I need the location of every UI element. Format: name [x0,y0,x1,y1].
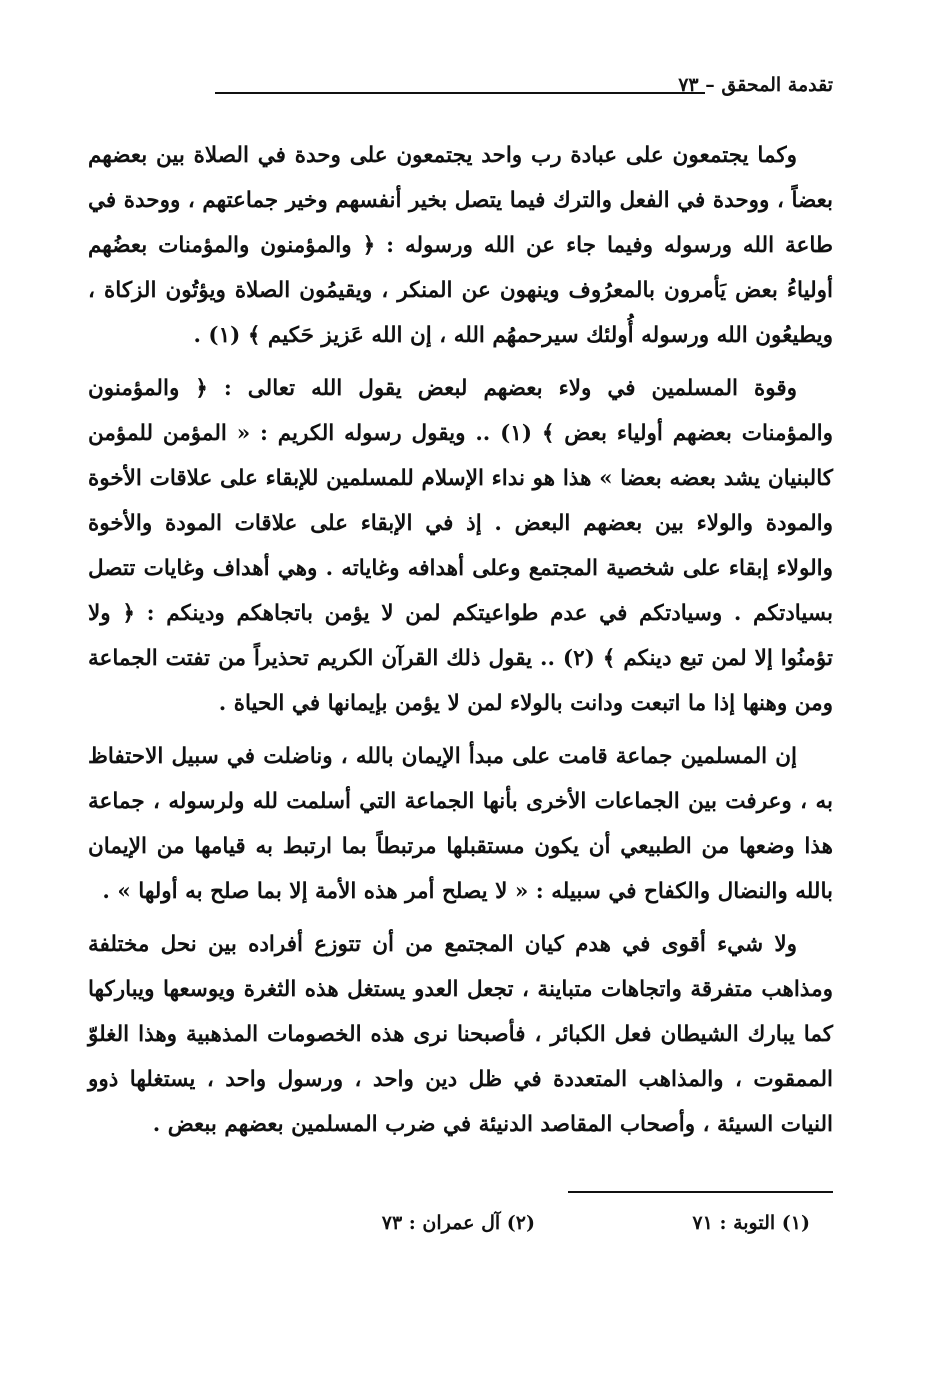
header-rule [215,92,705,94]
paragraph: إن المسلمين جماعة قامت على مبدأ الإيمان بالله ، وناضلت في سبيل الاحتفاظ به ، وعرفت بين الجماعات الأخرى بأنها الجماعة التي أسلمت لله ولرسوله ، جماعة هذا وضعها من الطبيعي أن يكون مستقبلها مرتبطاً بما ارتبط به قيامها من الإيمان بالله والنضال والكفاح في سبيله : « لا يصلح أمر هذه الأمة إلا بما صلح به أولها » . [88,744,833,904]
footnote-2: (٢) آل عمران : ٧٣ [381,1212,535,1234]
main-text [88,133,833,1155]
page-header [88,70,833,110]
footnotes [88,1212,810,1242]
footnote-1: (١) التوبة : ٧١ [692,1212,810,1234]
paragraph: وكما يجتمعون على عبادة رب واحد يجتمعون على وحدة في الصلاة بين بعضهم بعضاً ، ووحدة في الفعل والترك فيما يتصل بخير أنفسهم وخير جماعتهم ، ووحدة في طاعة الله ورسوله وفيما جاء عن الله ورسوله : ﴿ والمؤمنون والمؤمنات بعضُهم أولياءُ بعض يَأمرون بالمعرُوف وينهون عن المنكر ، ويقيمُون الصلاة ويؤتُون الزكاة ، ويطيعُون الله ورسوله أُولئك سيرحمهُم الله ، إن الله عَزيز حَكيم ﴾ (١) . [88,143,833,348]
paragraph: ولا شيء أقوى في هدم كيان المجتمع من أن تتوزع أفراده بين نحل مختلفة ومذاهب متفرقة واتجاهات متباينة ، تجعل العدو يستغل هذه الثغرة ويوسعها ويباركها كما يبارك الشيطان فعل الكبائر ، فأصبحنا نرى هذه الخصومات المذهبية وهذا الغلوّ الممقوت ، والمذاهب المتعددة في ظل دين واحد ، ورسول واحد ، يستغلها ذوو النيات السيئة ، وأصحاب المقاصد الدنيئة في ضرب المسلمين بعضهم ببعض . [88,932,833,1137]
running-title: تقدمة المحقق – ٧٣ [678,74,833,96]
paragraph: وقوة المسلمين في ولاء بعضهم لبعض يقول الله تعالى : ﴿ والمؤمنون والمؤمنات بعضهم أولياء بعض ﴾ (١) .. ويقول رسوله الكريم : « المؤمن للمؤمن كالبنيان يشد بعضه بعضا » هذا هو نداء الإسلام للمسلمين للإبقاء على علاقات الأخوة والمودة والولاء بين بعضهم البعض . إذ في الإبقاء على علاقات المودة والأخوة والولاء إبقاء على شخصية المجتمع وعلى أهدافه وغاياته . وهي أهداف وغايات تتصل بسيادتكم . وسيادتكم في عدم طواعيتكم لمن لا يؤمن باتجاهكم ودينكم : ﴿ ولا تؤمنُوا إلا لمن تبع دينكم ﴾ (٢) .. يقول ذلك القرآن الكريم تحذيراً من تفتت الجماعة ومن وهنها إذا ما اتبعت ودانت بالولاء لمن لا يؤمن بإيمانها في الحياة . [88,376,833,716]
footnote-separator [568,1191,833,1193]
